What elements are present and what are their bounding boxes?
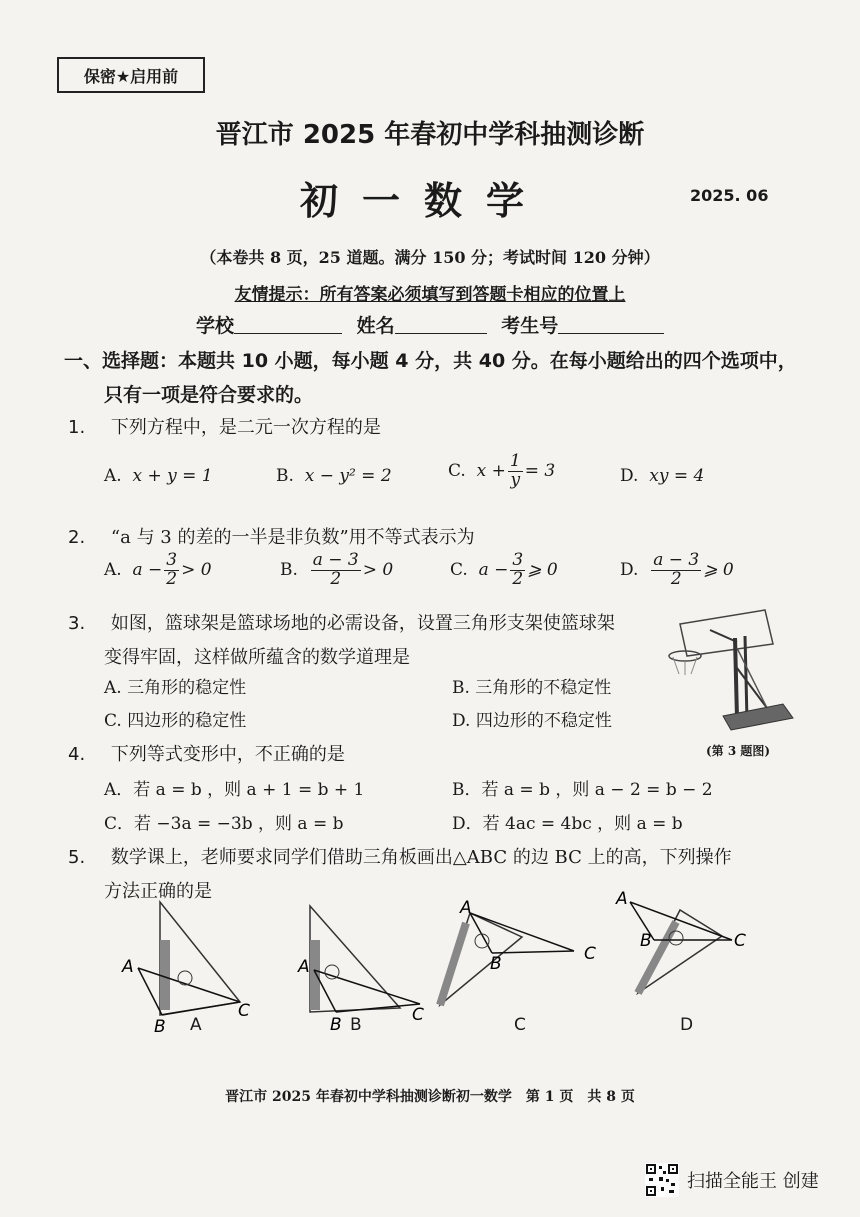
question-number: 4. bbox=[68, 744, 86, 765]
q3-option-c: C. 四边形的稳定性 bbox=[104, 711, 247, 731]
q2-option-d: D. $\frac{a - 3}{2}$ ⩾ 0 bbox=[620, 550, 734, 589]
q3-option-a: A. 三角形的稳定性 bbox=[104, 678, 247, 698]
section-line-1: 一、选择题：本题共 10 小题，每小题 4 分，共 40 分。在每小题给出的四个选项中， bbox=[64, 350, 797, 372]
question-stem-line-1: 数学课上，老师要求同学们借助三角板画出△ABC 的边 BC 上的高，下列操作 bbox=[110, 847, 732, 868]
vertex-c-label: C bbox=[734, 931, 746, 951]
q1-option-d: D. xy = 4 bbox=[620, 466, 705, 486]
q1-option-b: B. x − y² = 2 bbox=[276, 466, 392, 486]
q5-figure-b bbox=[290, 900, 440, 1040]
basketball-hoop-figure bbox=[655, 608, 800, 738]
question-stem-line-1: 如图，篮球架是篮球场地的必需设备，设置三角形支架使篮球架 bbox=[110, 613, 615, 634]
question-2 bbox=[68, 523, 475, 549]
q4-option-d: D．若 4ac = 4bc ，则 a = b bbox=[452, 814, 683, 834]
vertex-c-label: C bbox=[238, 1001, 250, 1021]
question-4 bbox=[68, 740, 345, 766]
q2-option-a: A. a − $\frac{3}{2}$ > 0 bbox=[104, 550, 212, 589]
vertex-a-label: A bbox=[298, 957, 310, 977]
question-stem: 下列方程中，是二元一次方程的是 bbox=[110, 417, 381, 438]
q5-figure-c bbox=[432, 895, 612, 1015]
section-line-2: 只有一项是符合要求的。 bbox=[104, 384, 314, 406]
vertex-a-label: A bbox=[122, 957, 134, 977]
school-label: 学校 bbox=[196, 315, 235, 337]
exam-no-label: 考生号 bbox=[501, 315, 559, 337]
name-label: 姓名 bbox=[356, 315, 395, 337]
question-number: 2. bbox=[68, 527, 86, 548]
q5-figure-d bbox=[610, 888, 770, 1003]
q1-option-a: A. x + y = 1 bbox=[104, 466, 213, 486]
vertex-a-label: A bbox=[616, 889, 628, 909]
question-3 bbox=[68, 609, 615, 635]
vertex-b-label: B bbox=[330, 1015, 342, 1035]
vertex-b-label: B bbox=[490, 954, 502, 974]
question-number: 5. bbox=[68, 847, 86, 868]
figure-label-b: B bbox=[350, 1015, 362, 1035]
question-stem-line-2: 变得牢固，这样做所蕴含的数学道理是 bbox=[104, 647, 410, 668]
question-stem: “a 与 3 的差的一半是非负数”用不等式表示为 bbox=[110, 527, 475, 548]
q4-option-b: B．若 a = b ，则 a − 2 = b − 2 bbox=[452, 780, 713, 800]
exam-title: 晋江市 2025 年春初中学科抽测诊断 bbox=[215, 120, 645, 150]
figure-label-d: D bbox=[680, 1015, 694, 1035]
figure-label-c: C bbox=[514, 1015, 526, 1035]
vertex-c-label: C bbox=[584, 944, 596, 964]
question-number: 3. bbox=[68, 613, 86, 634]
scanner-text: 扫描全能王 创建 bbox=[687, 1171, 819, 1192]
section-heading bbox=[64, 344, 797, 412]
vertex-c-label: C bbox=[412, 1005, 424, 1025]
page-footer: 晋江市 2025 年春初中学科抽测诊断初一数学 第 1 页 共 8 页 bbox=[225, 1089, 635, 1105]
question-stem: 下列等式变形中，不正确的是 bbox=[110, 744, 345, 765]
vertex-b-label: B bbox=[640, 931, 652, 951]
exam-no-blank bbox=[558, 315, 664, 334]
figure-label-a: A bbox=[190, 1015, 202, 1035]
q3-option-d: D. 四边形的不稳定性 bbox=[452, 711, 612, 731]
q1-option-c: C. x + $\frac{1}{y}$ = 3 bbox=[448, 451, 556, 490]
student-fields bbox=[196, 311, 672, 338]
q2-option-b: B. $\frac{a - 3}{2}$ > 0 bbox=[280, 550, 394, 589]
question-stem-line-2: 方法正确的是 bbox=[104, 881, 212, 902]
q5-figure-a bbox=[110, 900, 260, 1040]
q3-option-b: B. 三角形的不稳定性 bbox=[452, 678, 612, 698]
question-1 bbox=[68, 413, 381, 439]
exam-date: 2025. 06 bbox=[690, 186, 769, 205]
question-number: 1. bbox=[68, 417, 86, 438]
qr-code-icon bbox=[645, 1163, 679, 1197]
question-5 bbox=[68, 843, 732, 869]
q2-option-c: C. a − $\frac{3}{2}$ ⩾ 0 bbox=[450, 550, 558, 589]
school-blank bbox=[234, 315, 342, 334]
exam-info: （本卷共 8 页，25 道题。满分 150 分；考试时间 120 分钟） bbox=[200, 248, 660, 267]
friendly-tip: 友情提示：所有答案必须填写到答题卡相应的位置上 bbox=[234, 285, 626, 305]
q4-option-c: C．若 −3a = −3b ，则 a = b bbox=[104, 814, 344, 834]
vertex-b-label: B bbox=[154, 1017, 166, 1037]
figure-3-caption: (第 3 题图) bbox=[706, 744, 771, 758]
vertex-a-label: A bbox=[460, 898, 472, 918]
q4-option-a: A．若 a = b ，则 a + 1 = b + 1 bbox=[104, 780, 365, 800]
scanner-watermark bbox=[645, 1163, 819, 1197]
confidential-label: 保密★启用前 bbox=[57, 57, 205, 93]
subject-title: 初一数学 bbox=[300, 179, 549, 223]
name-blank bbox=[395, 315, 487, 334]
